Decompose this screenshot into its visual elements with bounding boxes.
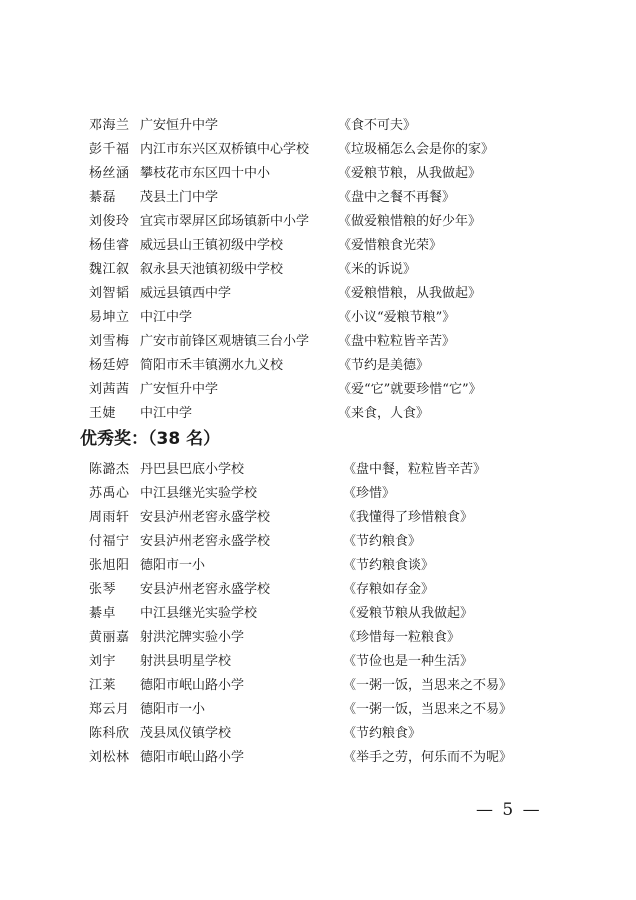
list-item [0,626,636,650]
student-name: 刘智韬 [89,286,130,301]
list-item [0,458,636,482]
list-item [0,258,636,282]
essay-title: 《盘中之餐不再餐》 [338,190,456,205]
student-name: 张旭阳 [89,558,130,573]
list-item [0,354,636,378]
list-item [0,554,636,578]
list-item [0,650,636,674]
school-name: 简阳市禾丰镇溯水九义校 [140,358,284,373]
school-name: 广安恒升中学 [140,118,219,133]
student-name: 陈科欣 [89,726,130,741]
essay-title: 《盘中餐，粒粒皆辛苦》 [343,462,487,477]
list-item [0,506,636,530]
student-name: 邓海兰 [89,118,130,133]
student-name: 杨佳睿 [89,238,130,253]
student-name: 刘宇 [89,654,117,669]
essay-title: 《来食，人食》 [338,406,430,421]
essay-title: 《节约是美德》 [338,358,430,373]
school-name: 广安恒升中学 [140,382,219,397]
list-item [0,722,636,746]
list-item [0,578,636,602]
student-name: 刘松林 [89,750,130,765]
list-item [0,674,636,698]
list-item [0,114,636,138]
school-name: 德阳市一小 [140,558,206,573]
essay-title: 《存粮如存金》 [343,582,435,597]
list-item [0,330,636,354]
section-heading-excellence-award: 优秀奖：（38 名） [80,429,221,449]
school-name: 中江县继光实验学校 [140,486,258,501]
school-name: 安县泸州老窖永盛学校 [140,582,271,597]
school-name: 射洪县明星学校 [140,654,232,669]
essay-title: 《垃圾桶怎么会是你的家》 [338,142,495,157]
student-name: 黄丽嘉 [89,630,130,645]
essay-title: 《珍惜每一粒粮食》 [343,630,461,645]
student-name: 彭千福 [89,142,130,157]
page-number: — 5 — [476,800,542,820]
award-list-excellence [0,458,636,770]
list-item [0,698,636,722]
list-item [0,234,636,258]
school-name: 攀枝花市东区四十中小 [140,166,271,181]
school-name: 威远县镇西中学 [140,286,232,301]
essay-title: 《爱惜粮食光荣》 [338,238,443,253]
essay-title: 《米的诉说》 [338,262,417,277]
list-item [0,530,636,554]
student-name: 易坤立 [89,310,130,325]
school-name: 中江县继光实验学校 [140,606,258,621]
student-name: 陈潞杰 [89,462,130,477]
list-item [0,138,636,162]
school-name: 广安市前锋区观塘镇三台小学 [140,334,310,349]
essay-title: 《一粥一饭，当思来之不易》 [343,678,513,693]
essay-title: 《节俭也是一种生活》 [343,654,474,669]
award-list-upper [0,114,636,426]
school-name: 中江中学 [140,310,193,325]
school-name: 茂县凤仪镇学校 [140,726,232,741]
student-name: 刘茜茜 [89,382,130,397]
essay-title: 《小议“爱粮节粮”》 [338,310,456,325]
essay-title: 《一粥一饭，当思来之不易》 [343,702,513,717]
school-name: 安县泸州老窖永盛学校 [140,534,271,549]
essay-title: 《我懂得了珍惜粮食》 [343,510,474,525]
essay-title: 《珍惜》 [343,486,396,501]
list-item [0,282,636,306]
student-name: 刘俊玲 [89,214,130,229]
student-name: 苏禹心 [89,486,130,501]
student-name: 付福宁 [89,534,130,549]
school-name: 德阳市岷山路小学 [140,750,245,765]
essay-title: 《节约粮食谈》 [343,558,435,573]
school-name: 射洪沱牌实验小学 [140,630,245,645]
school-name: 茂县土门中学 [140,190,219,205]
list-item [0,746,636,770]
student-name: 杨丝涵 [89,166,130,181]
school-name: 中江中学 [140,406,193,421]
list-item [0,602,636,626]
school-name: 德阳市岷山路小学 [140,678,245,693]
school-name: 叙永县天池镇初级中学校 [140,262,284,277]
student-name: 魏江叙 [89,262,130,277]
list-item [0,162,636,186]
essay-title: 《爱粮节粮从我做起》 [343,606,474,621]
school-name: 宜宾市翠屏区邱场镇新中小学 [140,214,310,229]
school-name: 德阳市一小 [140,702,206,717]
student-name: 綦卓 [89,606,117,621]
list-item [0,402,636,426]
essay-title: 《节约粮食》 [343,534,422,549]
student-name: 王婕 [89,406,117,421]
essay-title: 《举手之劳，何乐而不为呢》 [343,750,513,765]
student-name: 刘雪梅 [89,334,130,349]
student-name: 杨廷婷 [89,358,130,373]
student-name: 江莱 [89,678,117,693]
student-name: 张琴 [89,582,117,597]
essay-title: 《做爱粮惜粮的好少年》 [338,214,482,229]
essay-title: 《爱“它”就要珍惜“它”》 [338,382,482,397]
student-name: 郑云月 [89,702,130,717]
list-item [0,210,636,234]
essay-title: 《爱粮惜粮，从我做起》 [338,286,482,301]
school-name: 丹巴县巴底小学校 [140,462,245,477]
essay-title: 《食不可夫》 [338,118,417,133]
essay-title: 《盘中粒粒皆辛苦》 [338,334,456,349]
school-name: 内江市东兴区双桥镇中心学校 [140,142,310,157]
school-name: 安县泸州老窖永盛学校 [140,510,271,525]
list-item [0,186,636,210]
school-name: 威远县山王镇初级中学校 [140,238,284,253]
list-item [0,306,636,330]
student-name: 周雨轩 [89,510,130,525]
essay-title: 《爱粮节粮，从我做起》 [338,166,482,181]
essay-title: 《节约粮食》 [343,726,422,741]
student-name: 綦磊 [89,190,117,205]
list-item [0,482,636,506]
list-item [0,378,636,402]
